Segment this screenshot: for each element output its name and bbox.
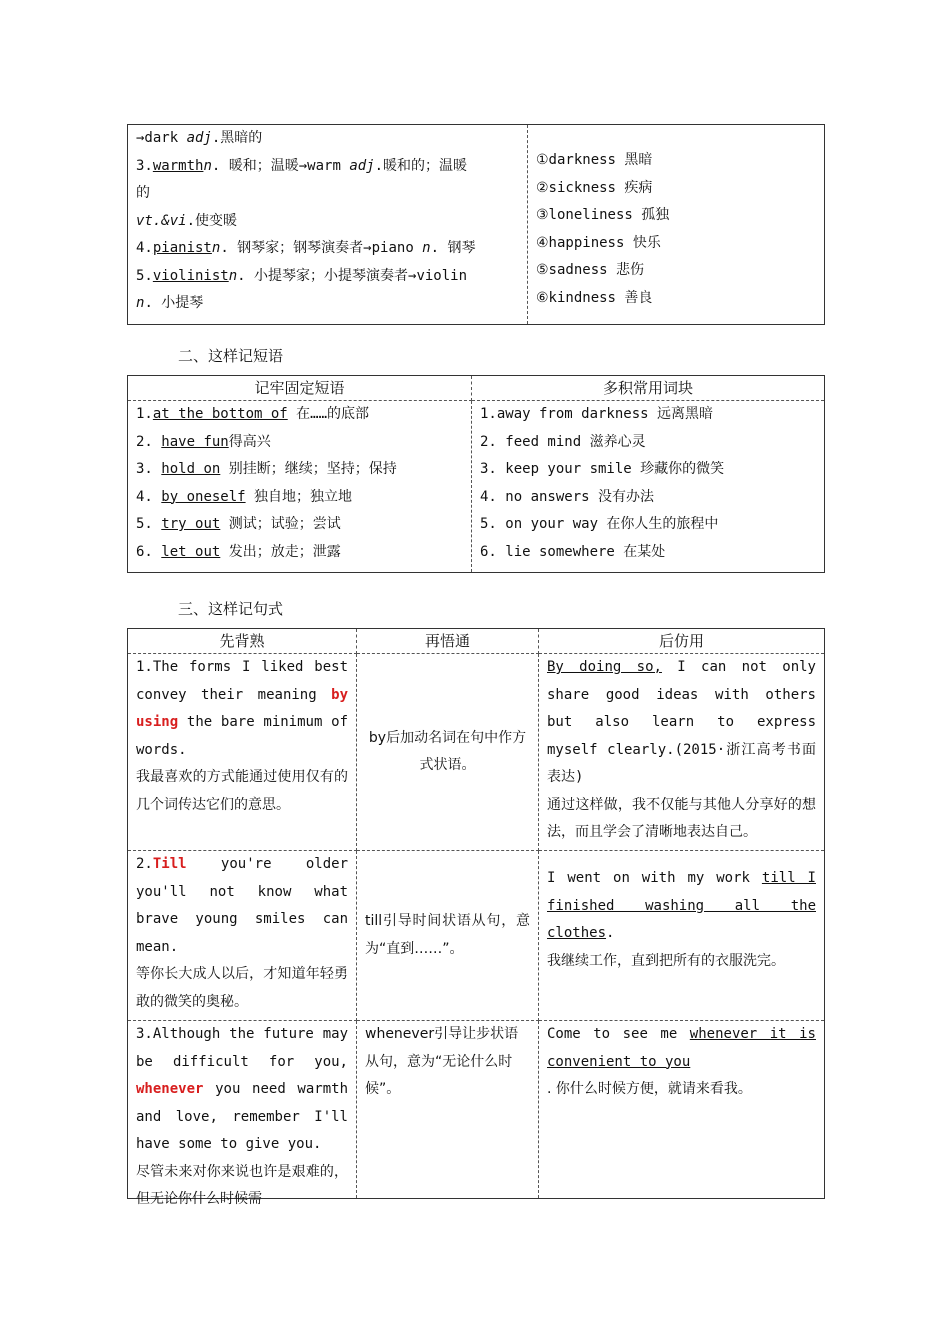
word-entry-text: . 钢琴 <box>430 240 476 256</box>
sentence-row-3 <box>128 1021 825 1199</box>
recite-sentence-text: you need warmth and love, remember I'll have some to give you. <box>136 1081 348 1152</box>
word-entry-line <box>136 263 519 291</box>
recite-sentence <box>136 654 348 764</box>
recite-sentence-text: by using <box>136 686 348 730</box>
fixed-phrase-text: 6. <box>136 543 162 560</box>
word-entry-line <box>136 180 519 208</box>
word-entry-text: n <box>203 157 212 174</box>
recite-cell <box>128 851 357 1021</box>
word-entry-text: n <box>211 240 221 256</box>
recite-cell <box>128 654 357 851</box>
word-entry-text: vt.&vi <box>136 212 187 229</box>
word-entry-line <box>136 290 519 318</box>
recite-translation: 我最喜欢的方式能通过使用仅有的几个词传达它们的意思。 <box>136 769 348 813</box>
fixed-phrase-text: 2. <box>136 433 162 450</box>
imitate-sentence <box>547 865 816 948</box>
imitate-cell <box>539 851 825 1021</box>
fixed-phrase-text: 5. <box>136 516 162 532</box>
explain-cell <box>357 851 539 1021</box>
recite-sentence <box>136 851 348 961</box>
word-entry-text: . 小提琴 <box>144 295 204 311</box>
word-chunk-item: 5. on your way 在你人生的旅程中 <box>480 516 719 532</box>
fixed-phrase-text: 4. <box>136 488 162 505</box>
sentence-row-1 <box>128 654 825 851</box>
recite-sentence <box>136 1021 348 1159</box>
word-chunk-item: 1.away from darkness 远离黑暗 <box>480 406 714 422</box>
explain-text: till引导时间状语从句，意为“直到……”。 <box>365 913 530 957</box>
recite-sentence-text: 3.Although the future may be difficult for you, <box>136 1026 348 1070</box>
fixed-phrase-text: 测试；试验；尝试 <box>220 516 341 532</box>
imitate-translation: 通过这样做，我不仅能与其他人分享好的想法，而且学会了清晰地表达自己。 <box>547 796 816 840</box>
recite-sentence-text: whenever <box>136 1081 204 1097</box>
fixed-phrase-text: try out <box>161 516 221 532</box>
fixed-phrase-text: 发出；放走；泄露 <box>220 543 341 560</box>
imitate-sentence-text: till I finished washing all the clothes <box>547 870 816 941</box>
word-entry-text: 4. <box>136 240 153 256</box>
fixed-phrase-text: hold on <box>161 461 221 477</box>
fixed-phrase-text: by oneself <box>161 488 246 505</box>
fixed-phrase-text: 独自地；独立地 <box>245 488 353 505</box>
imitate-translation: . 你什么时候方便，就请来看我。 <box>547 1081 752 1097</box>
fixed-phrase-item <box>136 429 463 457</box>
imitate-sentence <box>547 1021 816 1076</box>
word-entry-text: violinist <box>152 267 229 284</box>
explain-cell <box>357 654 539 851</box>
fixed-phrase-text: 3. <box>136 461 162 477</box>
phrase-col1-header: 记牢固定短语 <box>128 376 472 401</box>
word-entry-text: pianist <box>152 240 212 256</box>
derived-word-item: ④happiness 快乐 <box>536 234 661 251</box>
sentence-row-2 <box>128 851 825 1021</box>
word-entry-text: 5. <box>136 267 153 284</box>
fixed-phrase-item <box>136 511 463 539</box>
recite-translation: 尽管未来对你来说也许是艰难的，但无论你什么时候需 <box>136 1163 348 1207</box>
word-entry-text: .暖和的；温暖 <box>374 157 468 174</box>
imitate-sentence-text: I can not only share good ideas with others but also learn to express myself clearly.(2015·浙江高考书面表达) <box>547 659 816 785</box>
word-entry-text: adj <box>349 157 375 174</box>
fixed-phrase-text: 在……的底部 <box>287 406 370 422</box>
word-entry-line <box>136 125 519 153</box>
word-entry-text: n <box>228 267 238 284</box>
word-list-left <box>128 125 528 325</box>
word-entry-text: . 钢琴家；钢琴演奏者→piano <box>220 240 423 256</box>
fixed-phrase-text: 1. <box>136 406 153 422</box>
fixed-phrase-item <box>136 484 463 512</box>
derived-word-item: ①darkness 黑暗 <box>536 152 653 168</box>
header-imitate: 后仿用 <box>539 629 825 654</box>
explain-text: whenever引导让步状语从句，意为“无论什么时候”。 <box>365 1026 519 1097</box>
fixed-phrase-text: at the bottom of <box>152 406 288 422</box>
explain-text: by后加动名词在句中作方式状语。 <box>368 729 527 773</box>
imitate-sentence-text: I went on with my work <box>547 870 762 886</box>
recite-sentence-text: Till <box>152 856 187 872</box>
word-chunk-item: 6. lie somewhere 在某处 <box>480 543 666 560</box>
fixed-phrase-text: 别挂断；继续；坚持；保持 <box>220 461 397 477</box>
fixed-phrase-text: let out <box>161 543 221 560</box>
word-entry-text: .黑暗的 <box>211 130 263 146</box>
derived-word-item: ⑥kindness 善良 <box>536 289 653 306</box>
imitate-sentence-text: By doing so, <box>547 659 662 675</box>
word-entry-text: 的 <box>136 185 150 201</box>
imitate-sentence-text: whenever it is convenient to you <box>547 1026 816 1070</box>
word-entry-text: warmth <box>152 157 204 174</box>
fixed-phrase-text: have fun <box>161 433 229 450</box>
imitate-sentence-text: Come to see me <box>547 1026 690 1042</box>
phrase-table <box>127 375 825 573</box>
word-entry-text: 3. <box>136 157 153 174</box>
fixed-phrase-item <box>136 456 463 484</box>
word-chunks-cell <box>472 401 825 573</box>
recite-cell <box>128 1021 357 1207</box>
word-entry-text: n <box>422 240 431 256</box>
fixed-phrase-item <box>136 401 463 429</box>
word-chunk-item: 2. feed mind 滋养心灵 <box>480 433 646 450</box>
word-entry-text: . 小提琴家；小提琴演奏者→violin <box>237 267 468 284</box>
imitate-sentence <box>547 654 816 792</box>
word-entry-text: adj <box>186 130 212 146</box>
word-entry-line <box>136 153 519 181</box>
recite-sentence-text: 2. <box>136 856 153 872</box>
recite-sentence-text: you're older you'll not know what brave young smiles can mean. <box>136 856 348 955</box>
word-entry-text: .使变暖 <box>186 212 238 229</box>
recite-sentence-text: the bare minimum of words. <box>136 714 348 758</box>
sentence-table <box>127 628 825 1207</box>
imitate-cell <box>539 654 825 851</box>
imitate-translation: 我继续工作，直到把所有的衣服洗完。 <box>547 952 785 969</box>
fixed-phrases-cell <box>128 401 472 573</box>
explain-cell <box>357 1021 539 1199</box>
word-entry-text: . 暖和；温暖→warm <box>211 157 350 174</box>
word-entry-text: n <box>136 295 145 311</box>
derived-word-item: ⑤sadness 悲伤 <box>536 262 644 278</box>
section3-title: 三、这样记句式 <box>178 600 284 618</box>
word-entry-text: →dark <box>136 130 187 146</box>
word-chunk-item: 3. keep your smile 珍藏你的微笑 <box>480 461 725 477</box>
recite-sentence-text: 1.The forms I liked best convey their meaning <box>136 659 348 703</box>
fixed-phrase-item <box>136 539 463 567</box>
imitate-cell <box>539 1021 825 1199</box>
word-entry-line <box>136 235 519 263</box>
fixed-phrase-text: 得高兴 <box>228 433 271 450</box>
header-recite: 先背熟 <box>128 629 357 654</box>
derived-word-item: ③loneliness 孤独 <box>536 207 670 223</box>
phrase-col2-header: 多积常用词块 <box>472 376 825 401</box>
word-table <box>127 124 825 325</box>
word-list-right <box>528 125 825 325</box>
derived-word-item: ②sickness 疾病 <box>536 179 653 196</box>
section2-title: 二、这样记短语 <box>178 347 284 365</box>
word-entry-line <box>136 208 519 236</box>
word-chunk-item: 4. no answers 没有办法 <box>480 488 655 505</box>
imitate-sentence-text: . <box>606 925 615 941</box>
header-understand: 再悟通 <box>357 629 539 654</box>
recite-translation: 等你长大成人以后，才知道年轻勇敢的微笑的奥秘。 <box>136 966 348 1010</box>
